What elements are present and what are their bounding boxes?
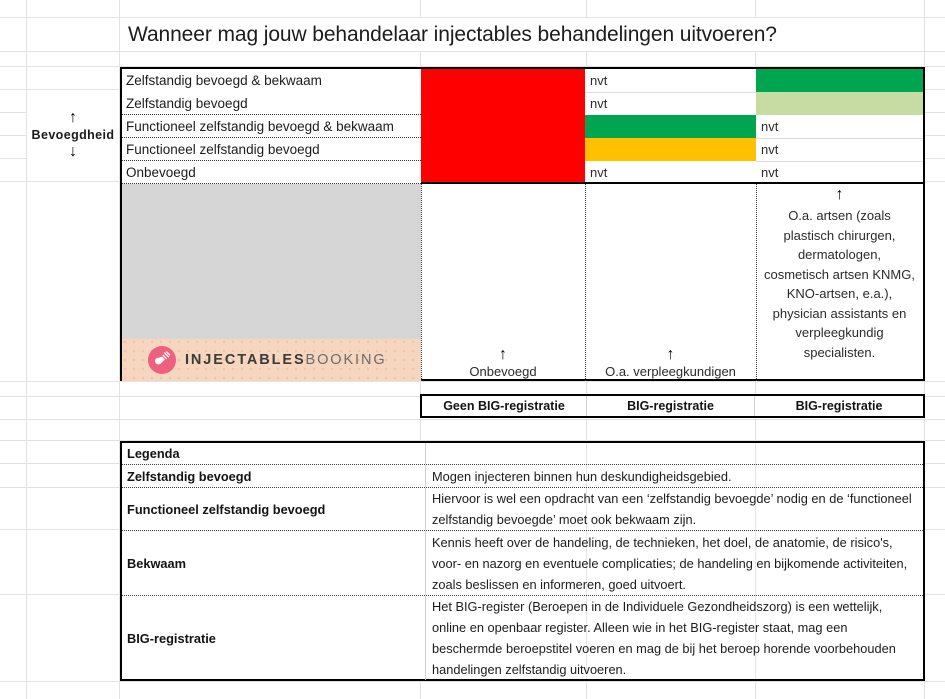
column-caption-onbevoegd bbox=[421, 347, 585, 379]
column-caption-label: O.a. verpleegkundigen bbox=[605, 364, 736, 379]
legend-row bbox=[122, 465, 923, 488]
legend-heading-row bbox=[122, 443, 923, 465]
arrow-up-icon: ↑ bbox=[666, 346, 675, 363]
arrow-down-icon: ↓ bbox=[69, 143, 77, 160]
matrix-cell-nvt: nvt bbox=[590, 96, 608, 111]
grid-row-line bbox=[0, 681, 945, 682]
matrix-cell-green bbox=[756, 69, 923, 92]
legend-term: Bekwaam bbox=[127, 555, 187, 571]
grid-row-line bbox=[0, 381, 945, 382]
legend-term: Zelfstandig bevoegd bbox=[127, 468, 252, 484]
matrix-cell-nvt: nvt bbox=[761, 142, 779, 157]
column-caption-label: Onbevoegd bbox=[469, 364, 537, 379]
matrix-row-label: Zelfstandig bevoegd bbox=[122, 92, 421, 115]
injectablesbooking-logo bbox=[122, 339, 421, 381]
bevoegdheid-axis bbox=[27, 93, 119, 177]
logo-wordmark bbox=[185, 352, 387, 368]
matrix-cell-amber bbox=[585, 138, 756, 161]
arrow-up-icon: ↑ bbox=[499, 346, 507, 363]
matrix-row-label: Functioneel zelfstandig bevoegd & bekwaam bbox=[122, 115, 421, 138]
grid-row-line bbox=[0, 419, 945, 420]
column-footer-geen-big: Geen BIG-registratie bbox=[443, 399, 565, 413]
column-footer-big-2: BIG-registratie bbox=[754, 396, 923, 416]
authority-matrix bbox=[120, 67, 925, 381]
bevoegdheid-axis-label: Bevoegdheid bbox=[31, 128, 115, 142]
legend-heading-spacer bbox=[425, 443, 923, 464]
matrix-row-label: Functioneel zelfstandig bevoegd bbox=[122, 138, 421, 161]
page-title: Wanneer mag jouw behandelaar injectables behandelingen uitvoeren? bbox=[122, 18, 924, 51]
legend-term: BIG-registratie bbox=[127, 630, 216, 646]
logo-word-secondary: BOOKING bbox=[305, 352, 387, 368]
column-caption-artsen-text: O.a. artsen (zoals plastisch chirurgen, dermatologen, cosmetisch artsen KNMG, KNO-artsen, e.a.), physician assistants en verpleegkundig specialisten. bbox=[764, 208, 915, 360]
legend-row bbox=[122, 596, 923, 680]
legend-row bbox=[122, 531, 923, 596]
legend-description: Hiervoor is wel een opdracht van een ‘zelfstandig bevoegde’ nodig en de ‘functioneel zelfstandig bevoegde’ moet ook bekwaam zijn. bbox=[425, 488, 923, 530]
column-caption-artsen-arrow bbox=[756, 187, 923, 204]
grid-row-line bbox=[0, 51, 945, 52]
syringe-icon bbox=[148, 346, 176, 374]
image-placeholder bbox=[122, 184, 421, 339]
matrix-row-label: Zelfstandig bevoegd & bekwaam bbox=[122, 69, 421, 92]
legend-heading: Legenda bbox=[127, 446, 180, 461]
arrow-up-icon: ↑ bbox=[835, 186, 844, 203]
matrix-cell-nvt: nvt bbox=[761, 165, 779, 180]
matrix-cell-light-green bbox=[756, 92, 923, 115]
matrix-cell-nvt: nvt bbox=[761, 119, 779, 134]
logo-word-primary: INJECTABLES bbox=[185, 352, 306, 368]
big-registration-footer bbox=[420, 394, 925, 418]
matrix-cell-nvt: nvt bbox=[590, 165, 608, 180]
matrix-cell-red-unqualified bbox=[421, 69, 585, 184]
matrix-body-divider bbox=[421, 182, 923, 184]
legend-row bbox=[122, 488, 923, 531]
arrow-up-icon: ↑ bbox=[69, 109, 77, 126]
matrix-cell-green bbox=[585, 115, 756, 138]
matrix-row-label: Onbevoegd bbox=[122, 161, 421, 184]
legend-description: Kennis heeft over de handeling, de technieken, het doel, de anatomie, de risico's, voor- en nazorg en eventuele complicaties; de handeling en bijkomende activiteiten, zoals beslissen en informeren, goed uitvoert. bbox=[425, 531, 923, 595]
legend-description: Het BIG-register (Beroepen in de Individuele Gezondheidszorg) is een wettelijk, online en openbaar register. Alleen wie in het BIG-register staat, mag een beschermde beroepstitel voeren en mag de bij het beroep horende voorbehouden handelingen zelfstandig uitvoeren. bbox=[425, 596, 923, 680]
column-footer-big-1: BIG-registratie bbox=[586, 396, 754, 416]
column-caption-verpleegkundigen bbox=[585, 347, 756, 379]
legend-term: Functioneel zelfstandig bevoegd bbox=[127, 501, 326, 517]
legend-description: Mogen injecteren binnen hun deskundigheidsgebied. bbox=[425, 465, 923, 487]
legend-table bbox=[120, 441, 925, 681]
matrix-cell-nvt: nvt bbox=[590, 73, 608, 88]
